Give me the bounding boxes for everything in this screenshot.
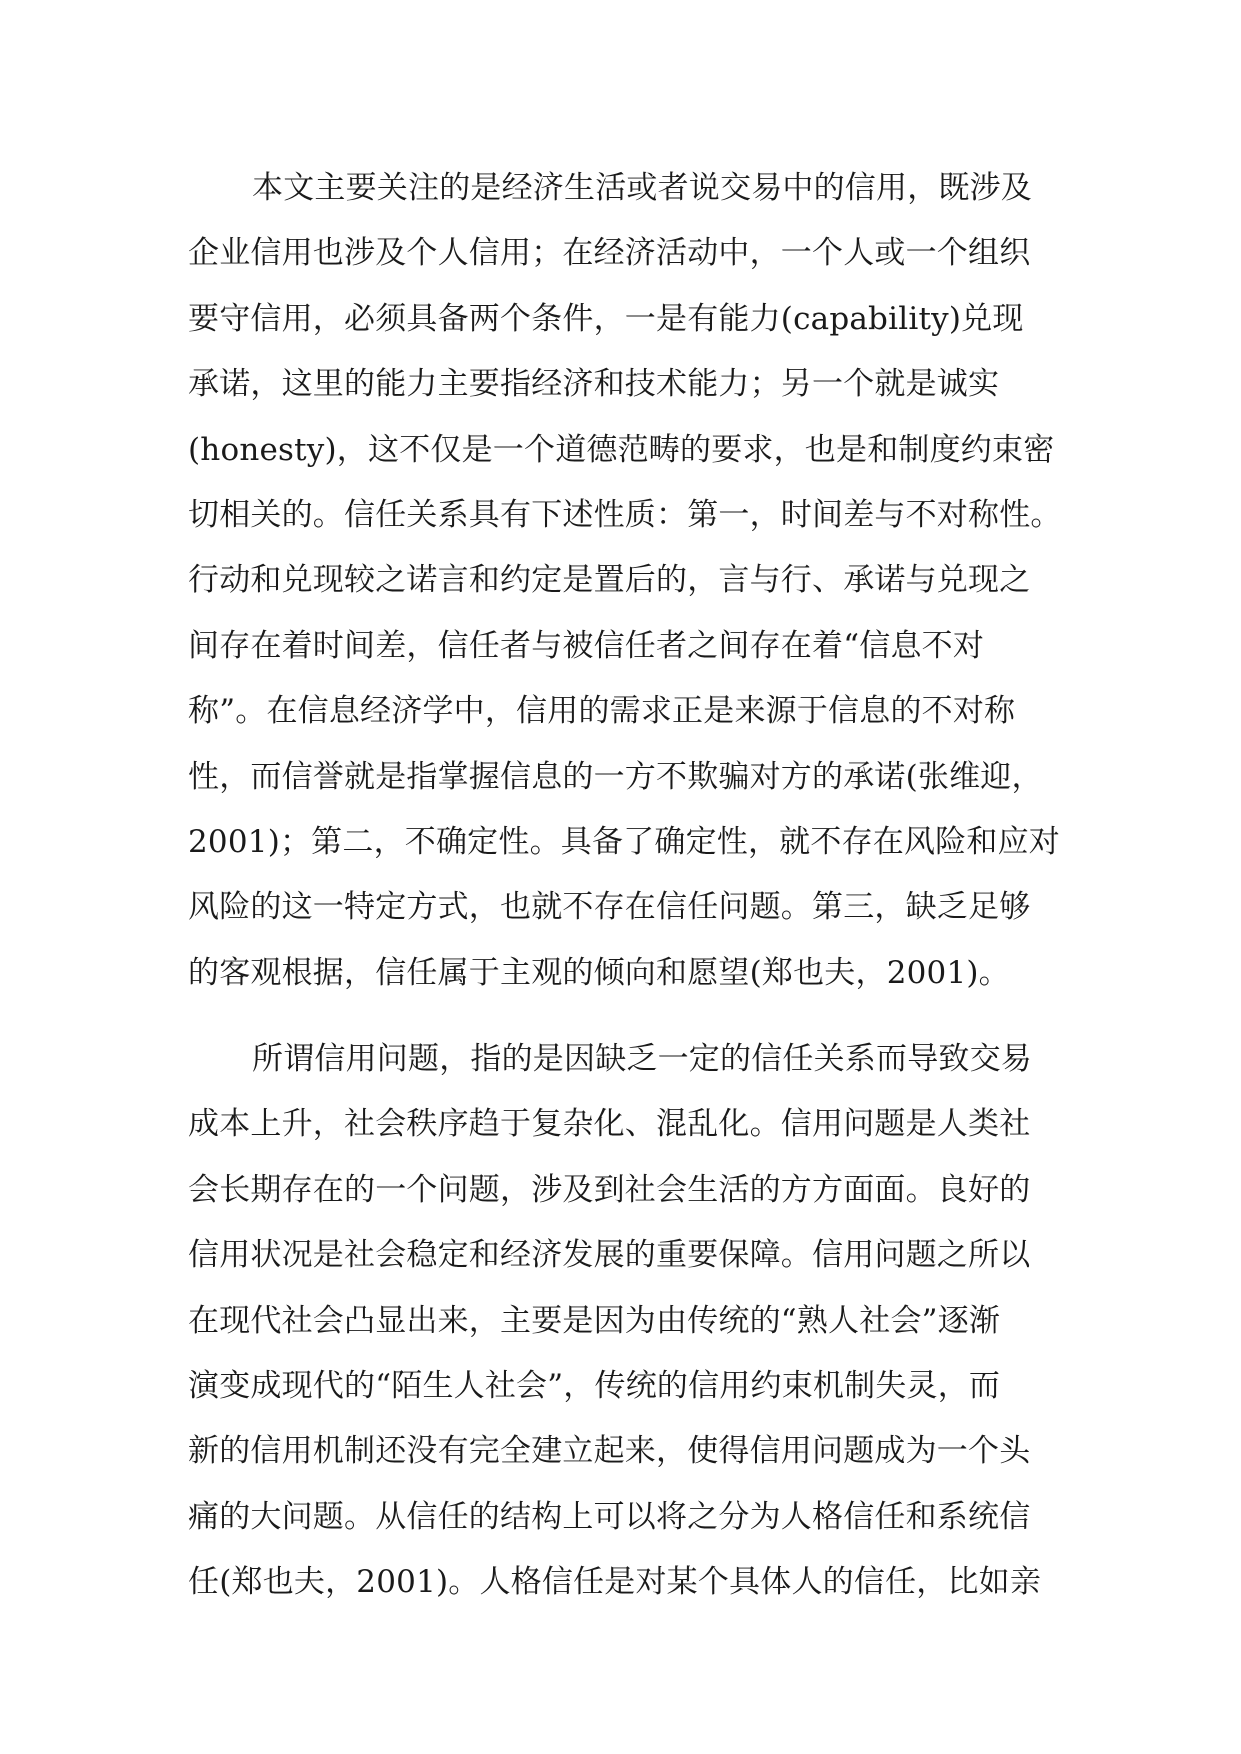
- text-line: 本文主要关注的是经济生活或者说交易中的信用，既涉及: [252, 170, 1032, 206]
- text-line: 所谓信用问题，指的是因缺乏一定的信任关系而导致交易: [252, 1041, 1032, 1077]
- text-line: 成本上升，社会秩序趋于复杂化、混乱化。信用问题是人类社: [188, 1106, 1031, 1143]
- text-line: 新的信用机制还没有完全建立起来，使得信用问题成为一个头: [188, 1433, 1031, 1470]
- text-line: 的客观根据，信任属于主观的倾向和愿望(郑也夫，2001)。: [188, 954, 1010, 991]
- paragraph-credit-definition: [188, 156, 1088, 1006]
- text-line: 行动和兑现较之诺言和约定是置后的，言与行、承诺与兑现之: [188, 562, 1031, 599]
- text-line: 要守信用，必须具备两个条件，一是有能力(capability)兑现: [188, 300, 1024, 337]
- text-line: (honesty)，这不仅是一个道德范畴的要求，也是和制度约束密: [188, 431, 1055, 468]
- text-line: 性，而信誉就是指掌握信息的一方不欺骗对方的承诺(张维迎，: [188, 758, 1043, 795]
- text-line: 称”。在信息经济学中，信用的需求正是来源于信息的不对称: [188, 693, 1016, 730]
- text-line: 2001)；第二，不确定性。具备了确定性，就不存在风险和应对: [188, 823, 1060, 860]
- paragraph-credit-problem: [188, 1027, 1088, 1616]
- text-line: 任(郑也夫，2001)。人格信任是对某个具体人的信任，比如亲: [188, 1564, 1042, 1601]
- text-line: 间存在着时间差，信任者与被信任者之间存在着“信息不对: [188, 627, 985, 664]
- text-line: 在现代社会凸显出来，主要是因为由传统的“熟人社会”逐渐: [188, 1302, 1001, 1339]
- text-line: 痛的大问题。从信任的结构上可以将之分为人格信任和系统信: [188, 1498, 1031, 1535]
- text-line: 演变成现代的“陌生人社会”，传统的信用约束机制失灵，而: [188, 1367, 1001, 1404]
- text-line: 切相关的。信任关系具有下述性质：第一，时间差与不对称性。: [188, 496, 1062, 533]
- text-line: 风险的这一特定方式，也就不存在信任问题。第三，缺乏足够: [188, 889, 1031, 926]
- text-line: 信用状况是社会稳定和经济发展的重要保障。信用问题之所以: [188, 1237, 1031, 1274]
- text-line: 承诺，这里的能力主要指经济和技术能力；另一个就是诚实: [188, 366, 1000, 403]
- text-line: 企业信用也涉及个人信用；在经济活动中，一个人或一个组织: [188, 235, 1031, 272]
- text-line: 会长期存在的一个问题，涉及到社会生活的方方面面。良好的: [188, 1171, 1031, 1208]
